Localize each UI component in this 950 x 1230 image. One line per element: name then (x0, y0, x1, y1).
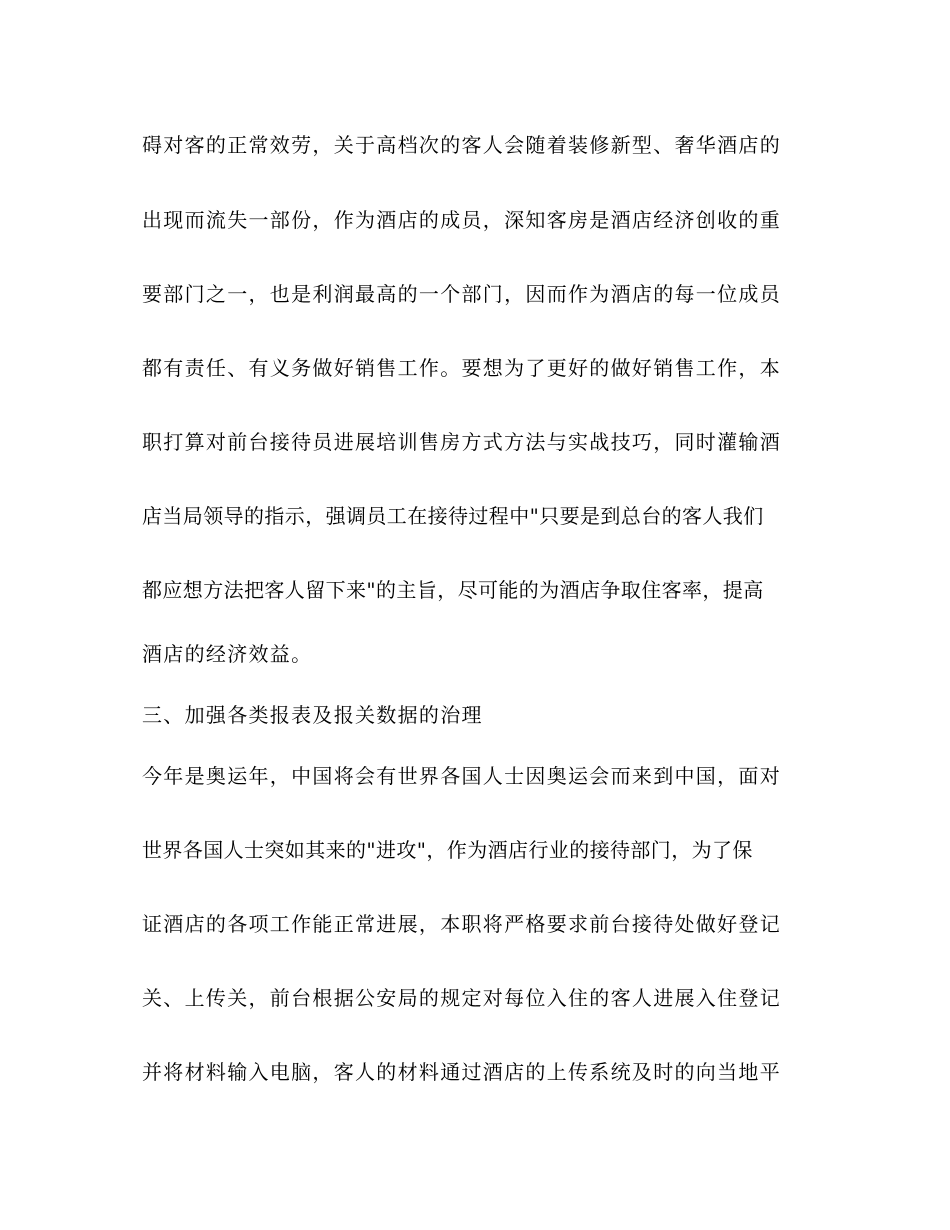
paragraph-line: 世界各国人士突如其来的"进攻"，作为酒店行业的接待部门，为了保 (142, 838, 753, 862)
paragraph-line: 职打算对前台接待员进展培训售房方式方法与实战技巧，同时灌输酒 (142, 430, 781, 454)
paragraph-line: 今年是奥运年，中国将会有世界各国人士因奥运会而来到中国，面对 (142, 764, 781, 788)
paragraph-line: 证酒店的各项工作能正常进展，本职将严格要求前台接待处做好登记 (142, 912, 781, 936)
paragraph-line: 要部门之一，也是利润最高的一个部门，因而作为酒店的每一位成员 (142, 282, 781, 306)
paragraph-line: 酒店的经济效益。 (142, 642, 313, 666)
section-heading: 三、加强各类报表及报关数据的治理 (142, 703, 483, 727)
paragraph-line: 都有责任、有义务做好销售工作。要想为了更好的做好销售工作，本 (142, 356, 781, 380)
paragraph-line: 并将材料输入电脑，客人的材料通过酒店的上传系统及时的向当地平 (142, 1060, 781, 1084)
paragraph-line: 出现而流失一部份，作为酒店的成员，深知客房是酒店经济创收的重 (142, 208, 781, 232)
paragraph-line: 关、上传关，前台根据公安局的规定对每位入住的客人进展入住登记 (142, 986, 781, 1010)
paragraph-line: 店当局领导的指示，强调员工在接待过程中"只要是到总台的客人我们 (142, 504, 764, 528)
paragraph-line: 碍对客的正常效劳，关于高档次的客人会随着装修新型、奢华酒店的 (142, 133, 781, 157)
paragraph-line: 都应想方法把客人留下来"的主旨，尽可能的为酒店争取住客率，提高 (142, 578, 764, 602)
